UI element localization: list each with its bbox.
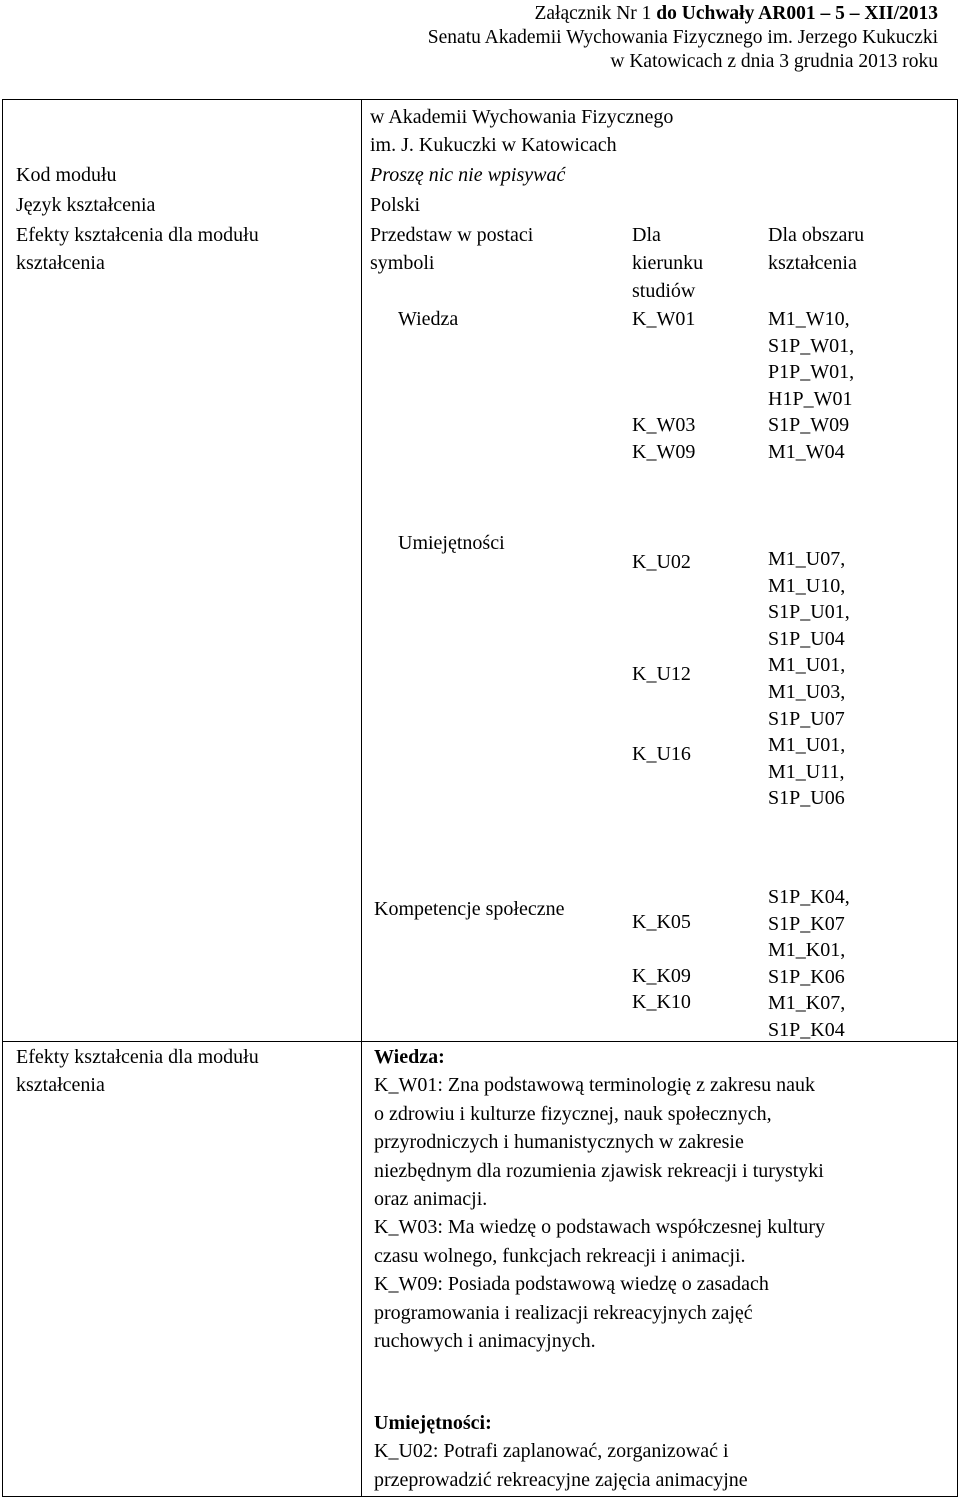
- wiedza-label: Wiedza: [398, 308, 459, 330]
- kod-modulu-value: Proszę nic nie wpisywać: [370, 164, 566, 186]
- obszar-code: S1P_U07: [768, 707, 845, 730]
- attachment-header-line1: [534, 2, 938, 26]
- attachment-header-line2: Senatu Akademii Wychowania Fizycznego im. Jerzego Kukuczki: [427, 27, 938, 48]
- kierunek-code: K_U02: [632, 551, 691, 573]
- obszar-code: M1_W10,: [768, 308, 850, 330]
- obszar-code: M1_U07,: [768, 548, 846, 570]
- table-top-border: [2, 99, 958, 100]
- kierunek-code: [632, 333, 695, 360]
- kierunek-code: K_U12: [632, 663, 691, 685]
- obszar-code: M1_U11,: [768, 760, 845, 783]
- description-line: oraz animacji.: [374, 1188, 488, 1211]
- table-right-border: [957, 99, 958, 1497]
- wiedza-heading: Wiedza:: [374, 1046, 445, 1068]
- kierunek-header-line1: Dla: [632, 224, 661, 246]
- obszar-code: S1P_K04: [768, 1018, 845, 1041]
- umiejetnosci-obszar-list: [768, 546, 850, 812]
- kierunek-code: K_W03: [632, 414, 696, 437]
- wiedza-kierunek-list: [632, 306, 695, 466]
- institution-line1: w Akademii Wychowania Fizycznego: [370, 106, 674, 128]
- efekty-desc-label-line2: kształcenia: [16, 1074, 105, 1096]
- table-left-border: [2, 99, 3, 1497]
- obszar-code: S1P_U04: [768, 627, 845, 650]
- obszar-code: M1_K01,: [768, 939, 846, 962]
- obszar-code: S1P_W09: [768, 414, 850, 437]
- description-line: K_W03: Ma wiedzę o podstawach współczesnej kultury: [374, 1216, 825, 1239]
- description-line: przeprowadzić rekreacyjne zajęcia animacyjne: [374, 1468, 748, 1491]
- obszar-code: M1_K07,: [768, 992, 846, 1015]
- obszar-code: S1P_W01,: [768, 334, 855, 357]
- description-line: o zdrowiu i kulturze fizycznej, nauk społecznych,: [374, 1102, 772, 1125]
- table-bottom-border: [2, 1496, 958, 1497]
- obszar-code: M1_U01,: [768, 734, 846, 757]
- kompetencje-label: Kompetencje społeczne: [374, 898, 565, 920]
- efekty-desc-label-line1: Efekty kształcenia dla modułu: [16, 1046, 259, 1068]
- description-line: czasu wolnego, funkcjach rekreacji i animacji.: [374, 1244, 746, 1267]
- obszar-header-line1: Dla obszaru: [768, 224, 865, 246]
- kod-modulu-label: Kod modułu: [16, 164, 117, 186]
- umiejetnosci-heading: Umiejętności:: [374, 1412, 492, 1434]
- description-line: niezbędnym dla rozumienia zjawisk rekreacji i turystyki: [374, 1159, 824, 1182]
- kierunek-code: K_K10: [632, 991, 691, 1013]
- obszar-code: M1_W04: [768, 440, 845, 463]
- description-line: ruchowych i animacyjnych.: [374, 1330, 596, 1353]
- jezyk-label: Język kształcenia: [16, 194, 156, 216]
- efekty-label-line2: kształcenia: [16, 252, 105, 274]
- umiejetnosci-description: [374, 1409, 748, 1494]
- kierunek-code: [632, 386, 695, 413]
- kierunek-code: K_U16: [632, 743, 691, 765]
- obszar-code: S1P_U01,: [768, 601, 850, 624]
- symbole-header-line2: symboli: [370, 252, 435, 274]
- resolution-number: do Uchwały AR001 – 5 – XII/2013: [656, 3, 938, 24]
- description-line: przyrodniczych i humanistycznych w zakresie: [374, 1131, 744, 1154]
- description-line: programowania i realizacji rekreacyjnych zajęć: [374, 1301, 753, 1324]
- institution-line2: im. J. Kukuczki w Katowicach: [370, 134, 617, 156]
- description-line: K_U02: Potrafi zaplanować, zorganizować i: [374, 1440, 729, 1463]
- obszar-code: P1P_W01,: [768, 361, 855, 384]
- obszar-code: M1_U01,: [768, 654, 846, 677]
- description-line: K_W01: Zna podstawową terminologię z zakresu nauk: [374, 1074, 815, 1097]
- efekty-label-line1: Efekty kształcenia dla modułu: [16, 224, 259, 246]
- wiedza-obszar-list: [768, 306, 854, 466]
- kierunek-code: [632, 359, 695, 386]
- obszar-code: M1_U03,: [768, 680, 846, 703]
- efekty-description: [374, 1043, 825, 1355]
- kompetencje-obszar-list: [768, 884, 850, 1044]
- obszar-code: H1P_W01: [768, 387, 853, 410]
- obszar-code: M1_U10,: [768, 574, 846, 597]
- obszar-header-line2: kształcenia: [768, 252, 857, 274]
- attachment-header-line3: w Katowicach z dnia 3 grudnia 2013 roku: [610, 51, 938, 72]
- jezyk-value: Polski: [370, 194, 421, 216]
- kierunek-code: K_K05: [632, 911, 691, 933]
- obszar-code: S1P_K04,: [768, 886, 850, 908]
- obszar-code: S1P_K07: [768, 912, 845, 935]
- umiejetnosci-label: Umiejętności: [398, 532, 505, 554]
- obszar-code: S1P_U06: [768, 787, 845, 810]
- symbole-header-line1: Przedstaw w postaci: [370, 224, 534, 246]
- kierunek-code: K_W09: [632, 440, 696, 463]
- table-column-divider: [361, 99, 362, 1497]
- kierunek-code: K_W01: [632, 308, 696, 330]
- obszar-code: S1P_K06: [768, 965, 845, 988]
- kierunek-code: K_K09: [632, 965, 691, 987]
- kierunek-header-line2: kierunku: [632, 252, 704, 274]
- attachment-number: Załącznik Nr 1: [534, 3, 657, 24]
- kierunek-header-line3: studiów: [632, 280, 696, 302]
- description-line: K_W09: Posiada podstawową wiedzę o zasadach: [374, 1273, 769, 1296]
